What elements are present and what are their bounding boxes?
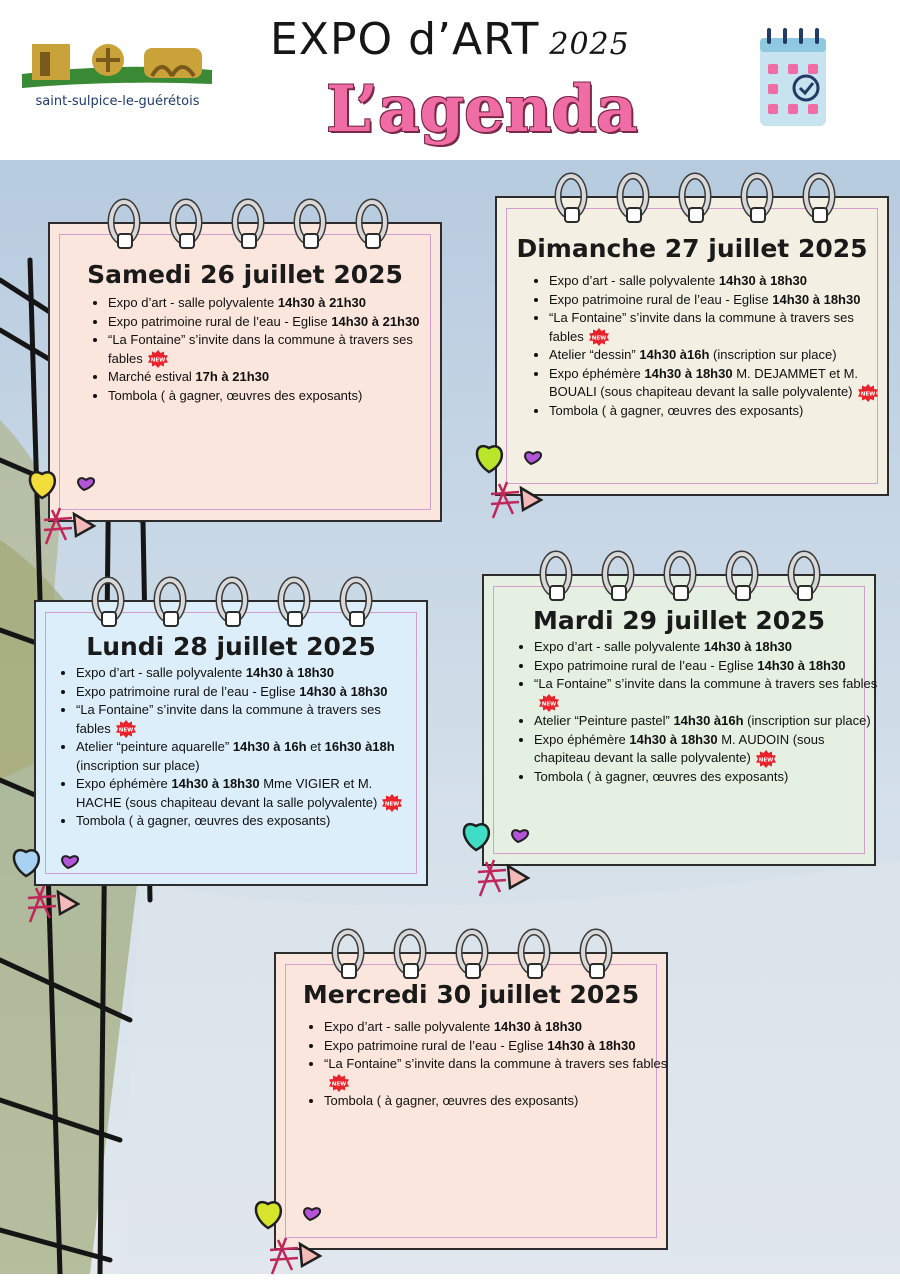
event-text: Expo patrimoine rural de l’eau - Eglise bbox=[534, 657, 758, 673]
event-text: Expo patrimoine rural de l’eau - Eglise bbox=[76, 683, 300, 699]
event-item bbox=[108, 368, 426, 387]
logo-text: saint-sulpice-le-guérétois bbox=[35, 94, 200, 109]
event-text: Expo éphémère bbox=[76, 776, 172, 792]
event-item bbox=[534, 731, 879, 768]
ring-icon bbox=[744, 176, 770, 222]
event-text: Expo patrimoine rural de l’eau - Eglise bbox=[108, 313, 332, 329]
heart-icon bbox=[525, 452, 541, 464]
event-item bbox=[324, 1092, 669, 1111]
event-text: Expo d’art - salle polyvalente bbox=[534, 639, 704, 654]
page-title bbox=[270, 14, 630, 65]
event-time: 16h30 à18h bbox=[324, 739, 395, 755]
event-list bbox=[516, 638, 879, 786]
event-item bbox=[108, 313, 426, 332]
new-badge-label: NEW bbox=[591, 335, 606, 342]
event-text: Expo d’art - salle polyvalente bbox=[549, 273, 719, 288]
ring-icon bbox=[605, 554, 631, 600]
event-item bbox=[108, 387, 426, 406]
event-time: 14h30 à 16h bbox=[232, 739, 307, 755]
day-title: Lundi 28 juillet 2025 bbox=[86, 632, 376, 661]
ring-icon bbox=[297, 202, 323, 248]
event-text: Expo d’art - salle polyvalente bbox=[76, 665, 246, 680]
event-time: 14h30 à 18h30 bbox=[703, 639, 792, 654]
new-badge-label: NEW bbox=[758, 757, 774, 764]
event-item bbox=[549, 309, 889, 346]
event-details: (inscription sur place) bbox=[76, 757, 200, 773]
ring-icon bbox=[620, 176, 646, 222]
event-text: Expo patrimoine rural de l’eau - Eglise bbox=[549, 291, 773, 307]
ring-icon bbox=[111, 202, 137, 248]
heart-decoration bbox=[469, 434, 579, 524]
new-badge-icon bbox=[147, 350, 169, 368]
calendar-check-icon bbox=[758, 26, 828, 130]
ring-icon bbox=[157, 580, 183, 626]
heart-icon bbox=[477, 446, 502, 472]
event-item bbox=[534, 638, 879, 657]
ring-icon bbox=[397, 932, 423, 978]
ring-icon bbox=[359, 202, 385, 248]
new-badge-label: NEW bbox=[860, 391, 875, 398]
event-time: 14h30 à 21h30 bbox=[277, 295, 366, 310]
event-item bbox=[76, 683, 406, 702]
event-item bbox=[549, 346, 889, 365]
event-text: Tombola ( à gagner, œuvres des exposants) bbox=[324, 1093, 579, 1109]
day-title: Mercredi 30 juillet 2025 bbox=[302, 980, 640, 1009]
day-title: Mardi 29 juillet 2025 bbox=[532, 606, 825, 635]
event-time: 14h30 à 21h30 bbox=[331, 313, 420, 329]
ring-icon bbox=[558, 176, 584, 222]
event-text: Atelier “dessin” bbox=[549, 347, 640, 363]
new-badge-label: NEW bbox=[118, 727, 133, 734]
event-details: Mme VIGIER et M. HACHE (sous chapiteau devant la salle polyvalente) bbox=[76, 776, 378, 810]
event-text: “La Fontaine” s’invite dans la commune à travers ses fables bbox=[108, 332, 413, 366]
event-list bbox=[90, 294, 426, 405]
event-text: Atelier “Peinture pastel” bbox=[534, 713, 674, 729]
event-item bbox=[324, 1037, 669, 1056]
ring-icon bbox=[235, 202, 261, 248]
event-item bbox=[76, 738, 406, 775]
heart-decoration bbox=[22, 460, 132, 550]
new-badge-label: NEW bbox=[331, 1081, 347, 1088]
event-item bbox=[549, 272, 889, 291]
ring-icon bbox=[682, 176, 708, 222]
heart-icon bbox=[256, 1202, 281, 1228]
ring-icon bbox=[521, 932, 547, 978]
event-list bbox=[306, 1018, 669, 1111]
heart-icon bbox=[304, 1208, 320, 1220]
ring-icon bbox=[343, 580, 369, 626]
event-item bbox=[549, 402, 889, 421]
spiral-rings bbox=[484, 552, 878, 612]
event-item bbox=[108, 331, 426, 368]
ring-icon bbox=[791, 554, 817, 600]
title-year: 2025 bbox=[549, 27, 630, 62]
ring-icon bbox=[219, 580, 245, 626]
new-badge-label: NEW bbox=[150, 357, 165, 364]
commune-logo bbox=[20, 38, 215, 118]
event-text: Expo éphémère bbox=[534, 731, 630, 747]
new-badge-icon bbox=[381, 794, 403, 812]
spiral-rings bbox=[50, 200, 444, 260]
new-badge-icon bbox=[328, 1074, 350, 1092]
event-text: Atelier “peinture aquarelle” bbox=[76, 739, 233, 755]
heart-decoration bbox=[248, 1190, 358, 1280]
heart-icon bbox=[78, 478, 94, 490]
event-text: “La Fontaine” s’invite dans la commune à travers ses fables bbox=[324, 1056, 668, 1071]
event-text: Tombola ( à gagner, œuvres des exposants) bbox=[534, 768, 789, 784]
event-time: 14h30 à16h bbox=[639, 347, 710, 363]
spiral-rings bbox=[36, 578, 430, 638]
event-time: 14h30 à 18h30 bbox=[718, 273, 807, 288]
event-text: Tombola ( à gagner, œuvres des exposants) bbox=[549, 402, 804, 418]
ring-icon bbox=[667, 554, 693, 600]
event-text: Marché estival bbox=[108, 369, 196, 385]
event-text: Expo d’art - salle polyvalente bbox=[324, 1019, 494, 1034]
event-details: (inscription sur place) bbox=[743, 713, 871, 729]
new-badge-icon bbox=[115, 720, 137, 738]
heart-decoration bbox=[6, 838, 116, 928]
event-text: “La Fontaine” s’invite dans la commune à travers ses fables bbox=[534, 676, 878, 691]
ring-icon bbox=[459, 932, 485, 978]
new-badge-label: NEW bbox=[541, 701, 557, 708]
ring-icon bbox=[281, 580, 307, 626]
event-item bbox=[76, 664, 406, 683]
event-text: Expo d’art - salle polyvalente bbox=[108, 295, 278, 310]
event-details: et bbox=[306, 739, 325, 755]
header bbox=[0, 0, 900, 160]
event-time: 14h30 à16h bbox=[673, 713, 744, 729]
heart-icon bbox=[14, 850, 39, 876]
ring-icon bbox=[583, 932, 609, 978]
new-badge-icon bbox=[588, 328, 610, 346]
event-item bbox=[549, 365, 889, 402]
event-time: 14h30 à 18h30 bbox=[772, 291, 861, 307]
event-list bbox=[58, 664, 406, 831]
ring-icon bbox=[335, 932, 361, 978]
heart-icon bbox=[512, 830, 528, 842]
event-time: 14h30 à 18h30 bbox=[644, 365, 733, 381]
event-time: 14h30 à 18h30 bbox=[547, 1037, 636, 1053]
ring-icon bbox=[729, 554, 755, 600]
day-title: Samedi 26 juillet 2025 bbox=[87, 260, 403, 289]
day-card-mardi bbox=[482, 574, 876, 866]
spiral-rings bbox=[497, 174, 891, 234]
event-item bbox=[534, 675, 879, 712]
event-item bbox=[76, 701, 406, 738]
event-item bbox=[324, 1018, 669, 1037]
day-title: Dimanche 27 juillet 2025 bbox=[516, 234, 868, 263]
new-badge-icon bbox=[538, 694, 560, 712]
logo-emblem-icon bbox=[22, 40, 212, 90]
event-item bbox=[76, 812, 406, 831]
event-details: M. AUDOIN (sous chapiteau devant la salle polyvalente) bbox=[534, 731, 825, 766]
event-time: 14h30 à 18h30 bbox=[299, 683, 388, 699]
event-text: Expo éphémère bbox=[549, 365, 645, 381]
event-item bbox=[549, 291, 889, 310]
event-details: (inscription sur place) bbox=[709, 347, 837, 363]
day-card-mercredi bbox=[274, 952, 668, 1250]
event-text: “La Fontaine” s’invite dans la commune à travers ses fables bbox=[549, 310, 854, 344]
ring-icon bbox=[95, 580, 121, 626]
event-time: 14h30 à 18h30 bbox=[493, 1019, 582, 1034]
event-time: 14h30 à 18h30 bbox=[629, 731, 718, 747]
event-text: Tombola ( à gagner, œuvres des exposants) bbox=[76, 813, 331, 829]
ring-icon bbox=[543, 554, 569, 600]
ring-icon bbox=[173, 202, 199, 248]
event-time: 14h30 à 18h30 bbox=[245, 665, 334, 680]
page-subtitle: L’agenda bbox=[326, 72, 638, 147]
event-time: 17h à 21h30 bbox=[195, 369, 270, 385]
day-card-samedi bbox=[48, 222, 442, 522]
event-time: 14h30 à 18h30 bbox=[757, 657, 846, 673]
event-details: M. DEJAMMET et M. BOUALI (sous chapiteau devant la salle polyvalente) bbox=[549, 365, 859, 400]
title-expo: EXPO d’ART bbox=[270, 14, 540, 65]
heart-icon bbox=[62, 856, 78, 868]
event-item bbox=[534, 712, 879, 731]
event-text: Expo patrimoine rural de l’eau - Eglise bbox=[324, 1037, 548, 1053]
event-item bbox=[324, 1055, 669, 1092]
heart-icon bbox=[30, 472, 55, 498]
event-time: 14h30 à 18h30 bbox=[171, 776, 260, 792]
new-badge-icon bbox=[857, 384, 879, 402]
event-list bbox=[531, 272, 889, 420]
event-item bbox=[76, 775, 406, 812]
event-item bbox=[534, 768, 879, 787]
heart-icon bbox=[464, 824, 489, 850]
event-text: Tombola ( à gagner, œuvres des exposants) bbox=[108, 387, 363, 403]
new-badge-icon bbox=[755, 750, 777, 768]
event-item bbox=[534, 657, 879, 676]
ring-icon bbox=[806, 176, 832, 222]
day-card-dimanche bbox=[495, 196, 889, 496]
heart-decoration bbox=[456, 812, 566, 902]
day-card-lundi bbox=[34, 600, 428, 886]
new-badge-label: NEW bbox=[385, 801, 400, 808]
event-text: “La Fontaine” s’invite dans la commune à travers ses fables bbox=[76, 702, 381, 736]
event-item bbox=[108, 294, 426, 313]
